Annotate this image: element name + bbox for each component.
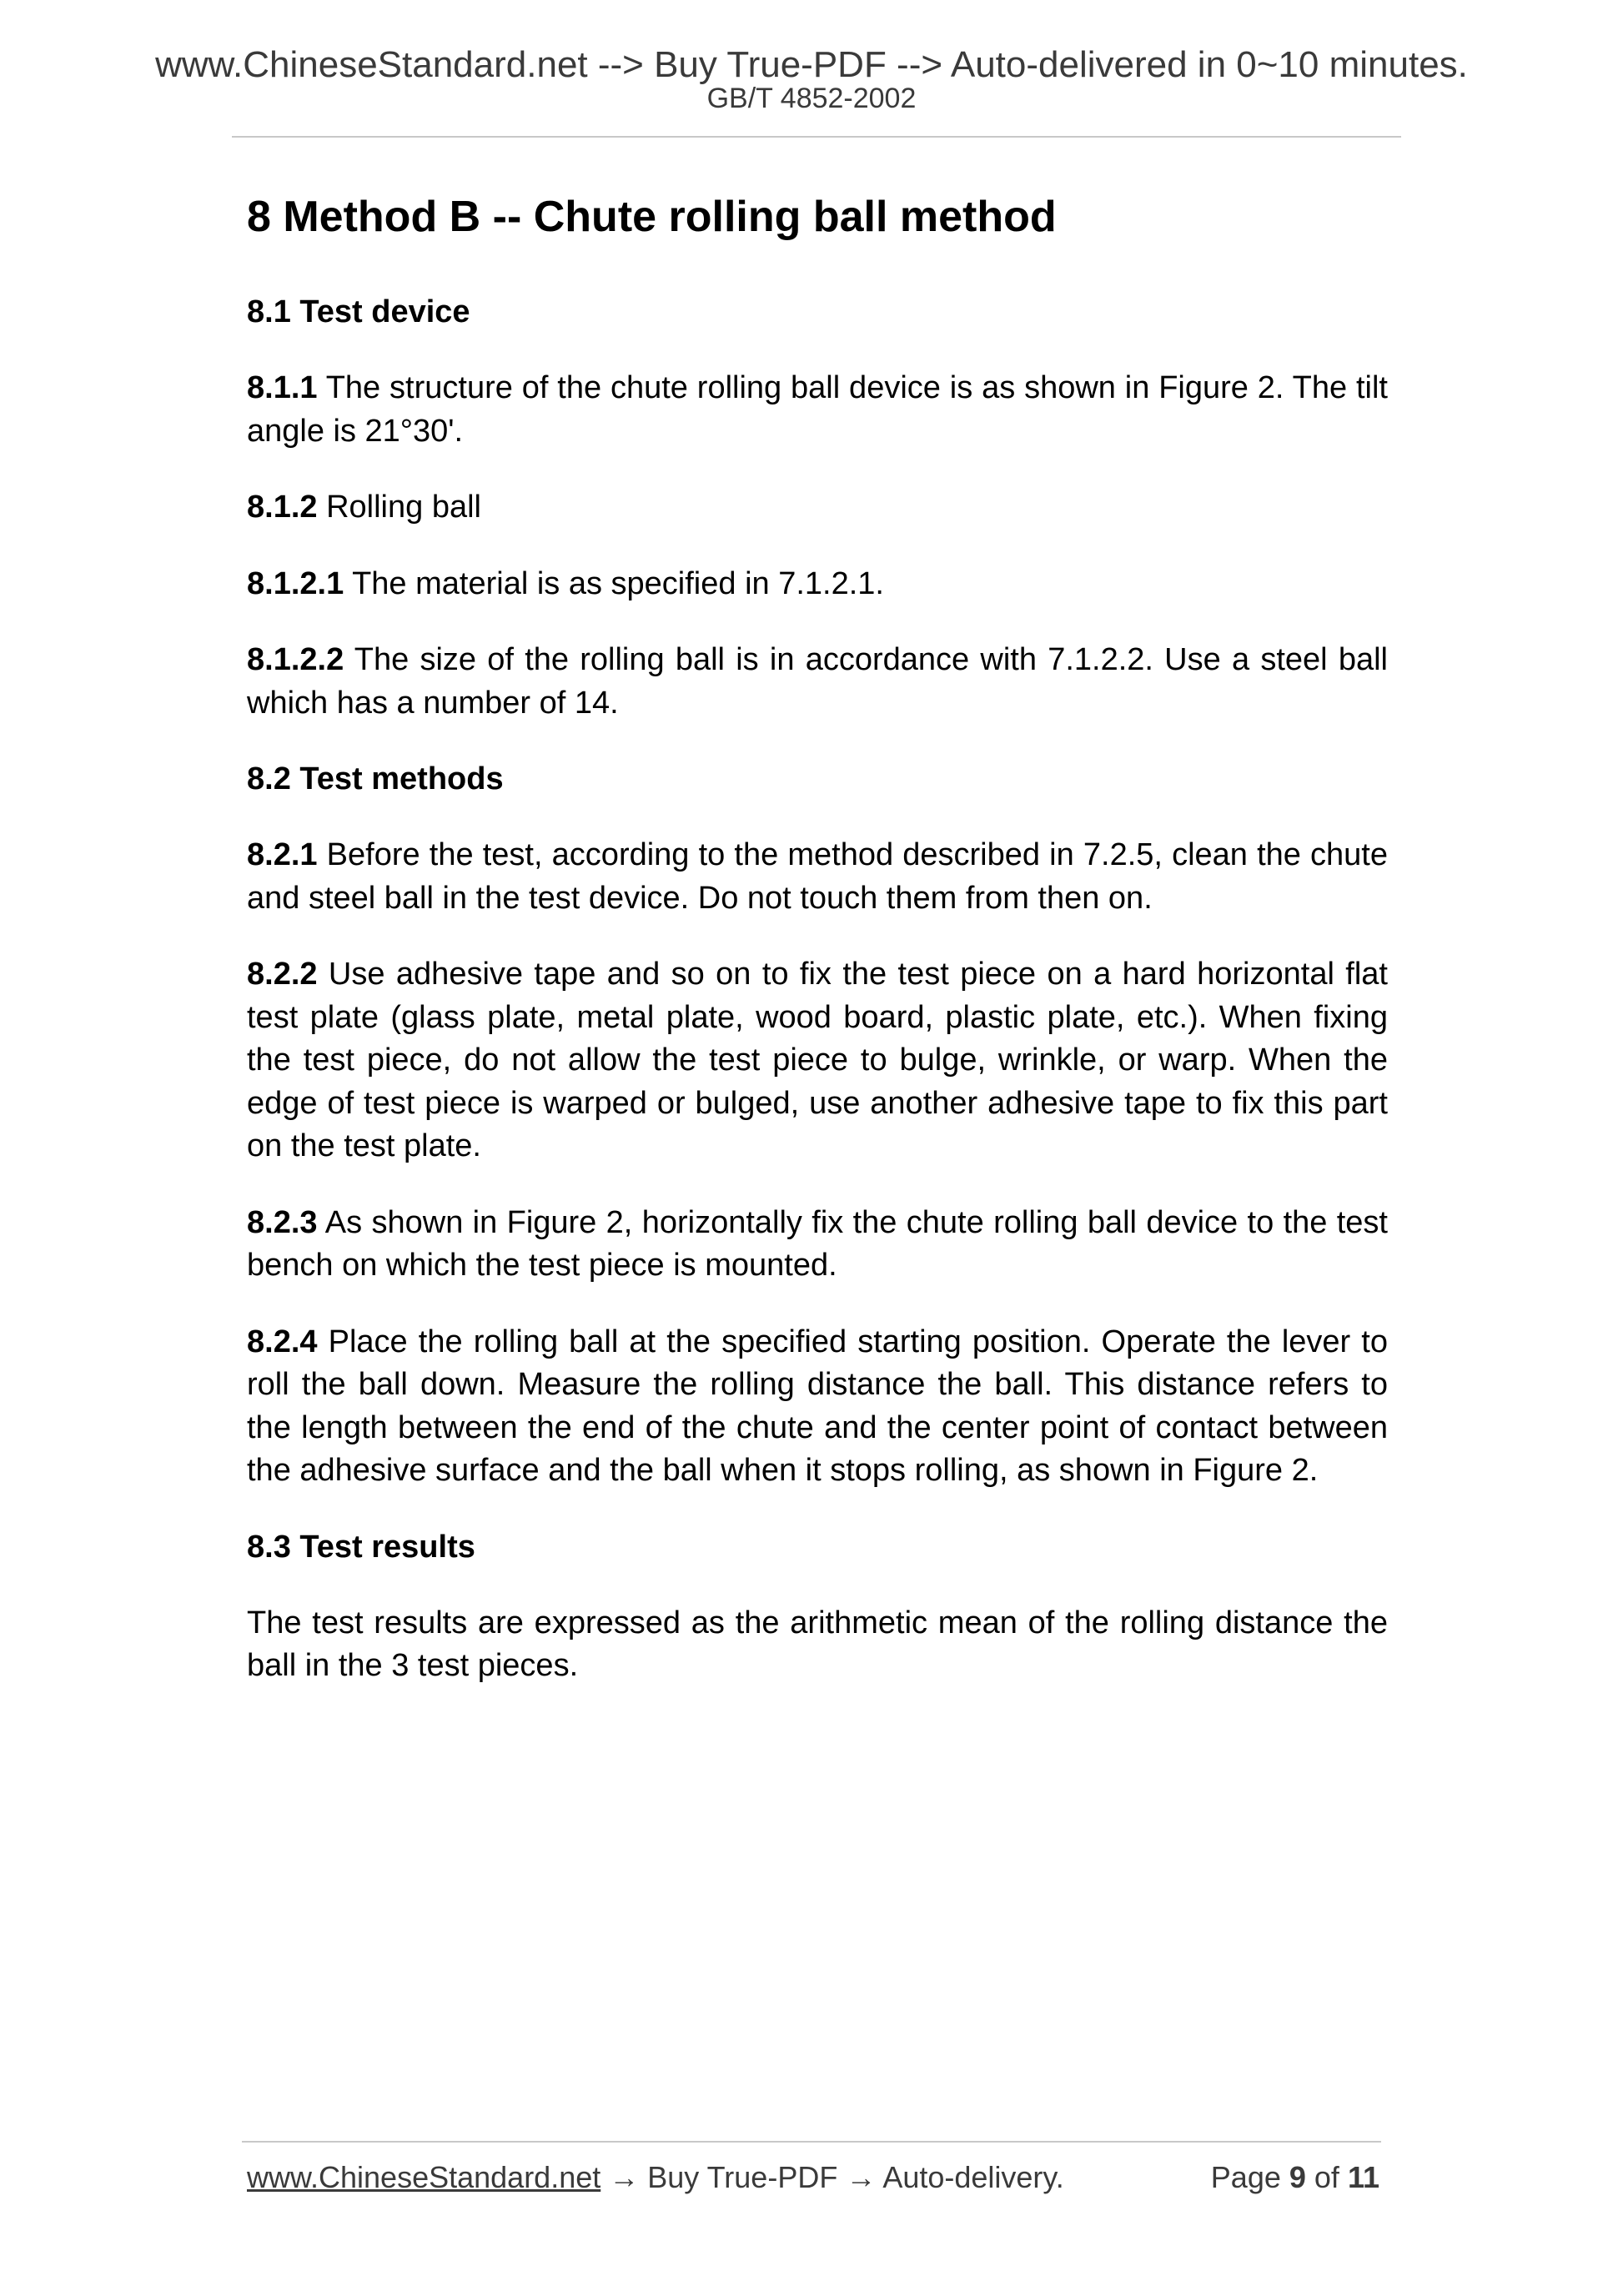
clause-number: 8.2.3 — [247, 1204, 318, 1240]
footer-promo — [247, 2158, 1064, 2197]
clause-8-1-2-2 — [247, 639, 1388, 725]
clause-number: 8.1.2 — [247, 490, 318, 525]
of-label: of — [1305, 2160, 1348, 2194]
subsection-heading-8-2: 8.2 Test methods — [247, 761, 504, 796]
section-title: 8 Method B -- Chute rolling ball method — [247, 193, 1057, 241]
clause-number: 8.1.2.1 — [247, 565, 344, 601]
page-label: Page — [1210, 2160, 1289, 2194]
clause-text: The structure of the chute rolling ball device is as shown in Figure 2. The tilt angle is 21°30'. — [247, 370, 1388, 449]
clause-number: 8.2.2 — [247, 957, 318, 992]
subsection-heading-8-3: 8.3 Test results — [247, 1529, 475, 1565]
document-code: GB/T 4852-2002 — [706, 83, 917, 114]
clause-8-1-2-1 — [247, 563, 1388, 606]
clause-number: 8.1.1 — [247, 370, 318, 405]
clause-text: Before the test, according to the method described in 7.2.5, clean the chute and steel ball in the test device. Do not touch them from then on. — [247, 837, 1388, 916]
clause-8-2-4 — [247, 1321, 1388, 1493]
clause-number: 8.2.1 — [247, 837, 318, 872]
clause-8-3-text: The test results are expressed as the arithmetic mean of the rolling distance the ball in the 3 test pieces. — [247, 1605, 1388, 1683]
clause-text: As shown in Figure 2, horizontally fix the chute rolling ball device to the test bench on which the test piece is mounted. — [247, 1204, 1388, 1283]
clause-text: Rolling ball — [317, 490, 481, 525]
page-indicator — [1211, 2158, 1379, 2197]
current-page-number: 9 — [1289, 2160, 1306, 2194]
clause-8-1-1 — [247, 367, 1388, 453]
clause-text: Place the rolling ball at the specified starting position. Operate the lever to roll the ball down. Measure the rolling distance the ball. This distance refers to the length between the end of the chute and the center point of contact between the adhesive surface and the ball when it stops rolling, as shown in Figure 2. — [247, 1324, 1388, 1488]
page-content — [247, 188, 1388, 1721]
clause-text: The size of the rolling ball is in accordance with 7.1.2.2. Use a steel ball which has a number of 14. — [247, 642, 1388, 721]
clause-text: Use adhesive tape and so on to fix the test piece on a hard horizontal flat test plate (glass plate, metal plate, wood board, plastic plate, etc.). When fixing the test piece, do not allow the test piece to bulge, wrinkle, or warp. When the edge of test piece is warped or bulged, use another adhesive tape to fix this part on the test plate. — [247, 957, 1388, 1163]
total-pages-number: 11 — [1347, 2160, 1379, 2194]
footer-tagline: → Buy True-PDF → Auto-delivery. — [600, 2160, 1064, 2194]
subsection-heading-8-1: 8.1 Test device — [247, 294, 470, 329]
clause-number: 8.1.2.2 — [247, 642, 344, 677]
header-divider — [232, 136, 1401, 138]
clause-8-1-2 — [247, 486, 1388, 530]
footer-divider — [242, 2141, 1381, 2143]
clause-8-2-2 — [247, 953, 1388, 1168]
clause-8-2-3 — [247, 1202, 1388, 1288]
footer-site-link[interactable]: www.ChineseStandard.net — [247, 2160, 601, 2194]
site-banner: www.ChineseStandard.net --> Buy True-PDF --> Auto-delivered in 0~10 minutes. — [155, 44, 1468, 85]
clause-text: The material is as specified in 7.1.2.1. — [344, 565, 884, 601]
clause-8-2-1 — [247, 834, 1388, 920]
clause-number: 8.2.4 — [247, 1324, 318, 1359]
